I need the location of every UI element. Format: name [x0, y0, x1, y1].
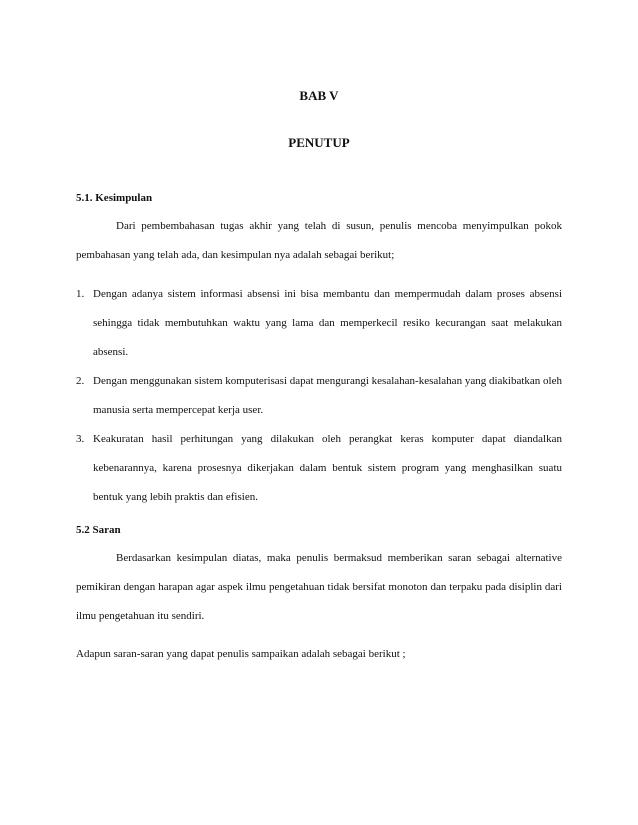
list-item: [76, 280, 562, 367]
list-item-text: Keakuratan hasil perhitungan yang dilakukan oleh perangkat keras komputer dapat diandalkan kebenarannya, karena prosesnya dikerjakan dalam bentuk sistem program yang menghasilkan suatu bentuk yang lebih praktis dan efisien.: [93, 433, 562, 503]
section-heading-kesimpulan: 5.1. Kesimpulan: [76, 192, 153, 204]
list-item-text: Dengan adanya sistem informasi absensi ini bisa membantu dan mempermudah dalam proses absensi sehingga tidak membutuhkan waktu yang lama dan memperkecil resiko kecurangan saat melakukan absensi.: [93, 288, 562, 358]
section-heading-saran: 5.2 Saran: [76, 524, 121, 536]
chapter-number: BAB V: [299, 88, 339, 103]
list-item-number: 2.: [76, 375, 85, 387]
list-item-number: 1.: [76, 288, 85, 300]
kesimpulan-intro-paragraph: Dari pembembahasan tugas akhir yang telah di susun, penulis mencoba menyimpulkan pokok pembahasan yang telah ada, dan kesimpulan nya adalah sebagai berikut;: [76, 220, 562, 261]
kesimpulan-list: [76, 280, 562, 512]
list-item: [76, 367, 562, 425]
list-item: [76, 425, 562, 512]
saran-closing-paragraph: Adapun saran-saran yang dapat penulis sampaikan adalah sebagai berikut ;: [76, 648, 406, 660]
list-item-text: Dengan menggunakan sistem komputerisasi dapat mengurangi kesalahan-kesalahan yang diakibatkan oleh manusia serta mempercepat kerja user.: [93, 375, 562, 416]
chapter-title: PENUTUP: [288, 135, 350, 150]
list-item-number: 3.: [76, 433, 85, 445]
saran-intro-paragraph: Berdasarkan kesimpulan diatas, maka penulis bermaksud memberikan saran sebagai alternative pemikiran dengan harapan agar aspek ilmu pengetahuan tidak bersifat monoton dan terpaku pada disiplin dari ilmu pengetahuan itu sendiri.: [76, 552, 562, 622]
